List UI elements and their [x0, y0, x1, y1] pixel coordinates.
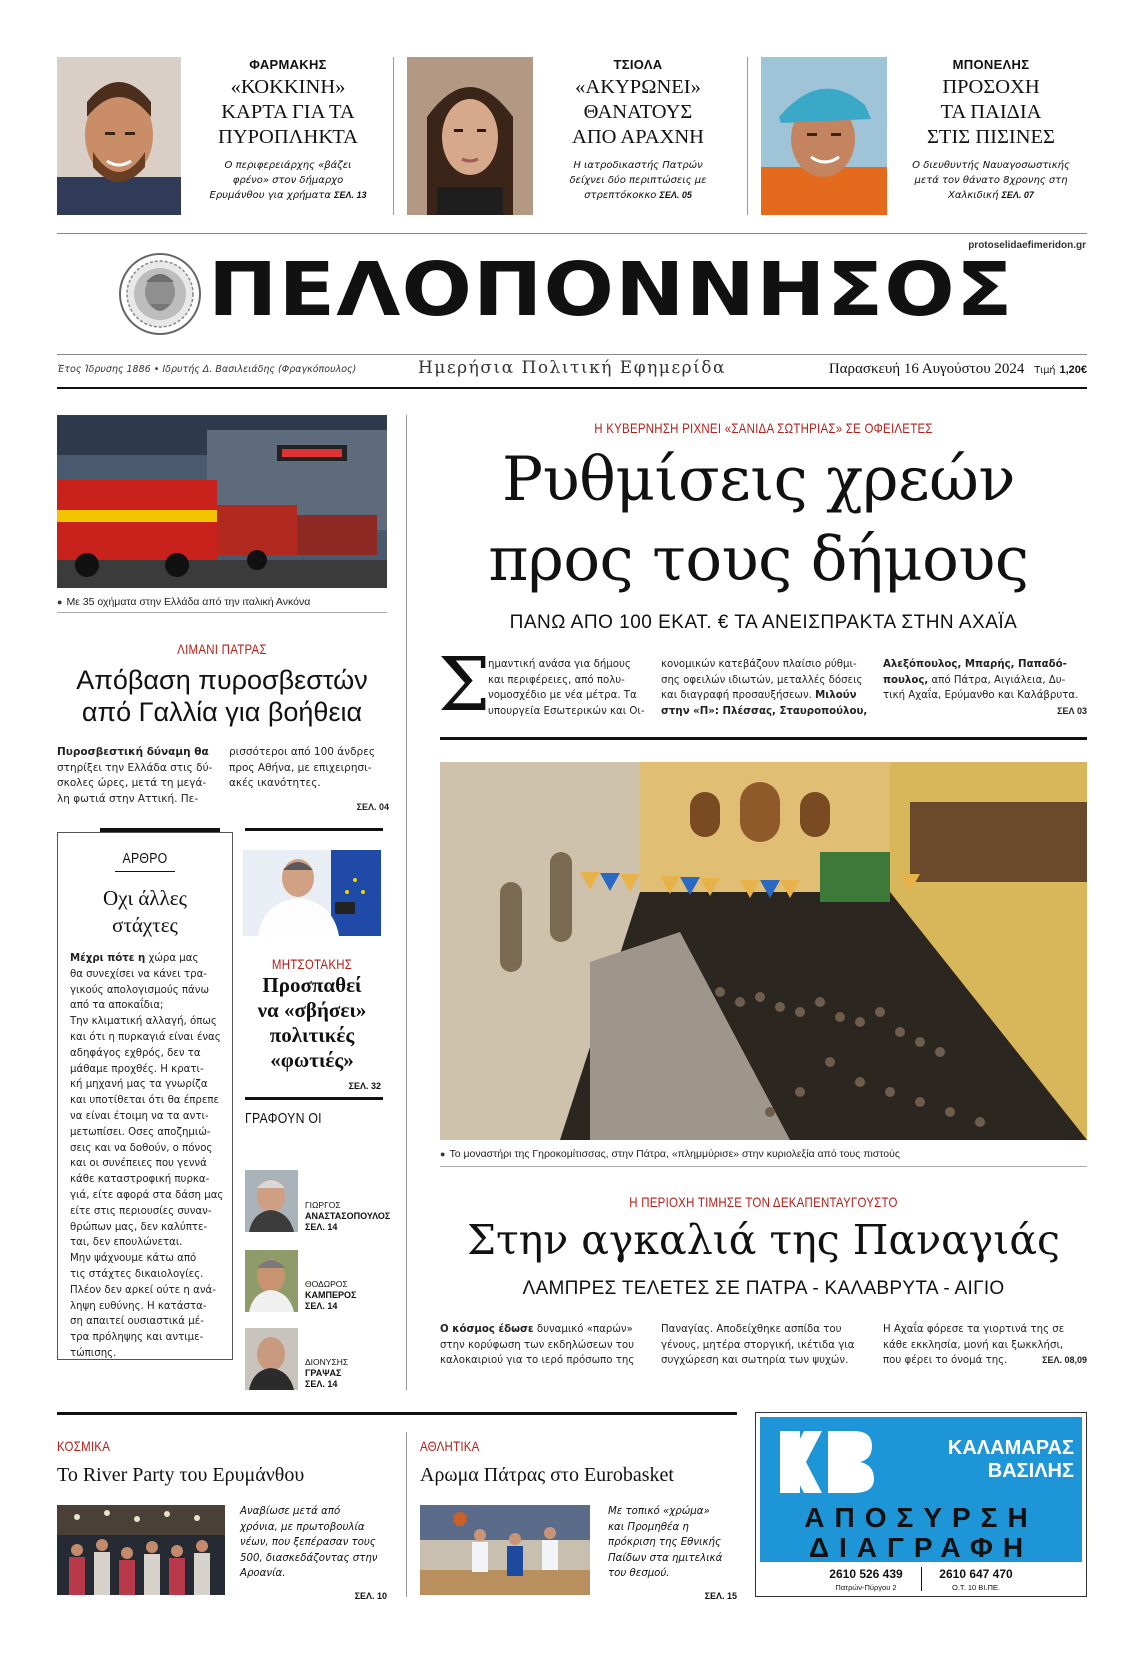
writer-anastasopoulos[interactable]: [305, 1200, 390, 1233]
body-line: υπουργεία Εσωτερικών και Οι-: [488, 705, 645, 717]
teaser-title-line: ΠΡΟΣΟΧΗ: [942, 76, 1040, 98]
body-line: να είναι έτοιμη να τα αντι-: [70, 1110, 209, 1122]
teaser-desc-line: στρεπτόκοκκο: [584, 190, 657, 201]
section-kicker: ΜΗΤΣΟΤΑΚΗΣ: [271, 956, 353, 972]
fire-trucks-caption: ● Με 35 οχήματα στην Ελλάδα από την ιταλική Ανκόνα: [57, 596, 310, 608]
page-ref: ΣΕΛ. 14: [305, 1222, 338, 1232]
teaser-title-line: ΣΤΙΣ ΠΙΣΙΝΕΣ: [927, 126, 1055, 148]
column-divider: [393, 57, 394, 215]
ad-phone: 2610 526 439: [829, 1567, 903, 1581]
teaser-title-line: ΑΠΟ ΑΡΑΧΝΗ: [572, 126, 704, 148]
ad-phone: 2610 647 470: [939, 1567, 1013, 1581]
lead-bold: Ο κόσμος έδωσε: [440, 1324, 534, 1335]
body-bold: πουλος,: [883, 674, 929, 686]
body-line: κονομικών κατεβάζουν πλαίσιο ρύθμι-: [661, 659, 857, 670]
ad-name-line: ΚΑΛΑΜΑΡΑΣ: [947, 1437, 1074, 1459]
body-line: και υποτίθεται ότι θα έπρεπε: [70, 1095, 220, 1107]
body-line: γένους, μητέρα στοργική, ικέτιδα για: [661, 1339, 855, 1351]
teaser-desc-line: δείχνει δύο περιπτώσεις με: [569, 175, 707, 186]
teaser-desc-line: Ο περιφερειάρχης «βάζει: [224, 160, 352, 171]
body-bold: Αλεξόπουλος, Μπαρής, Παπαδό-: [883, 659, 1067, 670]
page-ref: ΣΕΛ. 08,09: [1042, 1355, 1087, 1365]
teaser-title-line: «ΑΚΥΡΩΝΕΙ»: [575, 76, 701, 98]
body-line: ληψη ευθύνης. Η κατάστα-: [70, 1300, 207, 1312]
kicker-underline: [115, 871, 175, 872]
left-top-headline[interactable]: [57, 664, 387, 728]
body-line: στηρίξει την Ελλάδα στις δύ-: [57, 761, 213, 774]
watermark: protoselidaefimeridon.gr: [968, 240, 1086, 251]
body-line: προς Αθήνα, με επιχειρησι-: [229, 761, 372, 774]
founded-line: Έτος Ίδρυσης 1886 • Ιδρυτής Δ. Βασιλειάδης (Φραγκόπουλος): [57, 364, 357, 375]
writer-last: ΑΝΑΣΤΑΣΟΠΟΥΛΟΣ: [305, 1211, 391, 1221]
bottom-middle-title[interactable]: Αρωμα Πάτρας στο Eurobasket: [420, 1464, 674, 1486]
ad-address: Ο.Τ. 10 ΒΙ.ΠΕ.: [952, 1583, 1000, 1592]
writer-last: ΓΡΑΨΑΣ: [305, 1368, 342, 1378]
box-top-rule: [245, 828, 383, 831]
body-line: που φέρει το όνομά της.: [883, 1355, 1008, 1366]
body-line: τώπισης.: [70, 1347, 117, 1359]
box-top-rule: [245, 1097, 383, 1100]
monastery-photo: [440, 762, 1087, 1140]
body-line: αδηφάγος εχθρός, δεν τα: [70, 1047, 201, 1059]
body-line: Την κλιματική αλλαγή, όπως: [70, 1016, 217, 1028]
headline-line: «φωτιές»: [270, 1048, 354, 1072]
body-line: μάθαμε προχθές. Η κρατι-: [70, 1063, 204, 1075]
ad-contact-2: [926, 1567, 1026, 1595]
monastery-caption: ● Το μοναστήρι της Γηροκομίτισσας, στην Πάτρα, «πλημμύρισε» στην κυριολεξία από τους πιστούς: [440, 1148, 900, 1160]
body-line: νομοσχέδιο με νέα μέτρα. Τα: [488, 690, 637, 701]
divider: [57, 387, 1087, 389]
body-line: ρισσότεροι από 100 άνδρες: [229, 746, 376, 758]
page-ref: ΣΕΛ. 10: [354, 1591, 387, 1601]
page-ref: ΣΕΛ. 13: [334, 190, 367, 200]
writer-photo-anastasopoulos: [245, 1170, 298, 1232]
bottom-middle-body: [608, 1504, 738, 1582]
ad-service-line: ΑΠΟΣΥΡΣΗ: [804, 1502, 1038, 1533]
body-line: σης οφειλών ιδιωτών, μεταλλές δόσεις: [661, 674, 863, 686]
writer-first: ΔΙΟΝΥΣΗΣ: [305, 1357, 349, 1367]
body-line: λη φωτιά στην Αττική. Πε-: [57, 792, 199, 805]
teaser-desc-line: Ερυμάνθου για χρήματα: [209, 190, 331, 201]
dropcap: Σ: [438, 642, 491, 728]
bottom-left-kicker: ΚΟΣΜΙΚΑ: [57, 1438, 111, 1454]
bottom-left-body: [240, 1504, 390, 1582]
teaser-title-line: ΚΑΡΤΑ ΓΙΑ ΤΑ: [221, 101, 355, 123]
body-line: Αροανία.: [240, 1568, 286, 1579]
body-line: 500, διασκεδάζοντας στην: [240, 1552, 378, 1564]
writer-last: ΚΑΜΠΕΡΟΣ: [305, 1290, 357, 1300]
divider: [57, 1412, 737, 1415]
main-subheadline: ΠΑΝΩ ΑΠΟ 100 ΕΚΑΤ. € ΤΑ ΑΝΕΙΣΠΡΑΚΤΑ ΣΤΗΝ ΑΧΑΪΑ: [509, 612, 1018, 633]
body-line: τις στάχτες δικαιολογίες.: [70, 1268, 204, 1280]
column-divider: [406, 1432, 407, 1597]
body-line: καλοκαιριού για το ιερό πρόσωπο της: [440, 1355, 635, 1366]
second-col3: [883, 1322, 1087, 1369]
teaser-kicker: ΜΠΟΝΕΛΗΣ: [952, 57, 1030, 72]
body-line: Πλέον δεν αρκεί ούτε η ανά-: [70, 1284, 216, 1296]
writers-kicker: ΓΡΑΦΟΥΝ ΟΙ: [245, 1110, 322, 1127]
body-line: ακές ικανότητες.: [229, 777, 321, 789]
main-kicker: Η ΚΥΒΕΡΝΗΣΗ ΡΙΧΝΕΙ «ΣΑΝΙΔΑ ΣΩΤΗΡΙΑΣ» ΣΕ ΟΦΕΙΛΕΤΕΣ: [594, 420, 933, 436]
body-line: Η Αχαΐα φόρεσε τα γιορτινά της σε: [883, 1324, 1065, 1335]
kalamaras-ad[interactable]: [755, 1412, 1087, 1597]
kb-logo-icon: [776, 1427, 876, 1497]
eurobasket-photo: [420, 1505, 590, 1595]
second-col2: [661, 1322, 869, 1369]
teaser-title-line: ΠΥΡΟΠΛΗΚΤΑ: [218, 126, 358, 148]
body-line: ται, δεν επουλώνεται.: [70, 1237, 183, 1249]
body-line: κάθε εκκλησία, μονή και ξωκκλήσι,: [883, 1339, 1064, 1351]
body-line: Παναγίας. Αποδείχθηκε ασπίδα του: [661, 1324, 842, 1335]
main-col2: [661, 657, 869, 719]
page-ref: ΣΕΛ. 04: [356, 801, 389, 812]
price-label: Τιμή: [1034, 365, 1056, 376]
body-line: και διαγραφή προσαυξήσεων.: [661, 690, 812, 701]
body-line: χρόνια, με πρωτοβουλία: [240, 1521, 365, 1533]
tagline: Ημερήσια Πολιτική Εφημερίδα: [417, 358, 727, 378]
body-line: πρόκριση της Εθνικής: [608, 1537, 721, 1548]
body-line: τική Αχαΐα, Ερύμανθο και Καλάβρυτα.: [883, 690, 1079, 701]
teaser-title-line: ΤΑ ΠΑΙΔΙΑ: [940, 101, 1042, 123]
body-line: Αναβίωσε μετά από: [240, 1506, 341, 1517]
body-line: είτε στις περιουσίες συναν-: [70, 1205, 212, 1217]
title-line: Οχι άλλες: [103, 886, 187, 910]
teaser-desc-line: φρένο» στον δήμαρχο: [232, 175, 344, 186]
teaser-farmakis[interactable]: [196, 57, 380, 203]
second-headline[interactable]: Στην αγκαλιά της Παναγιάς: [467, 1216, 1060, 1264]
article-kicker: ΑΡΘΡΟ: [122, 850, 168, 867]
writer-photo-grapsas: [245, 1328, 298, 1390]
headline-line: Ρυθμίσεις χρεών: [502, 444, 1015, 515]
body-line: Παίδων στα ημιτελικά: [608, 1552, 723, 1564]
left-top-col2: [229, 745, 389, 815]
body-line: νέων, που ξεπέρασαν τους: [240, 1537, 376, 1548]
body-line: ση απαιτεί ουσιαστικά μέ-: [70, 1316, 204, 1328]
body-line: κή μηχανή μας τα γνωρίζα: [70, 1079, 208, 1091]
body-line: Με τοπικό «χρώμα»: [608, 1506, 710, 1517]
body-line: συγχώρεση και σωτηρία των ψυχών.: [661, 1355, 849, 1366]
page-ref: ΣΕΛ. 05: [659, 190, 692, 200]
body-line: και οι συνέπειες που γεννά: [70, 1158, 207, 1170]
teaser-title-line: ΘΑΝΑΤΟΥΣ: [583, 101, 693, 123]
bottom-middle-kicker: ΑΘΛΗΤΙΚΑ: [420, 1438, 480, 1454]
body-line: τρα πρόληψης και αντιμε-: [70, 1332, 204, 1344]
article-title[interactable]: [57, 885, 233, 939]
divider: [57, 612, 387, 613]
page-ref: ΣΕΛ. 14: [305, 1301, 338, 1311]
main-col3: [883, 657, 1087, 719]
body-line: κάθε καταστροφική πυρκα-: [70, 1174, 210, 1186]
lead-bold: Μέχρι πότε η: [70, 953, 146, 964]
left-top-col1: [57, 745, 215, 807]
writer-photo-kamperos: [245, 1250, 298, 1312]
second-col1: [440, 1322, 644, 1369]
section-kicker: ΛΙΜΑΝΙ ΠΑΤΡΑΣ: [177, 641, 267, 657]
page-ref: ΣΕΛ 03: [1057, 705, 1087, 716]
page-ref: ΣΕΛ. 32: [348, 1081, 381, 1091]
headline-line: Προσπαθεί: [262, 973, 362, 997]
ad-name-line: ΒΑΣΙΛΗΣ: [987, 1460, 1074, 1482]
headline-line: προς τους δήμους: [488, 524, 1029, 595]
divider: [57, 233, 1087, 234]
writer-first: ΓΙΩΡΓΟΣ: [305, 1200, 341, 1210]
ad-name: [884, 1437, 1074, 1483]
ad-services: [760, 1503, 1082, 1563]
lead-bold: Πυροσβεστική δύναμη θα: [57, 746, 209, 758]
body-line: από Πάτρα, Αιγιάλεια, Δυ-: [928, 674, 1066, 686]
body-line: στην κορύφωση των εκδηλώσεων του: [440, 1339, 635, 1351]
body-line: θα συνεχίσει να κάνει τρα-: [70, 968, 207, 980]
page-ref: ΣΕΛ. 15: [704, 1591, 737, 1601]
headline-line: πολιτικές: [269, 1023, 355, 1047]
ad-service-line: ΔΙΑΓΡΑΦΗ: [808, 1532, 1034, 1563]
teaser-desc-line: Ο διευθυντής Ναυαγοσωστικής: [912, 160, 1070, 171]
body-line: σκολες ώρες, μετά τη μεγά-: [57, 777, 207, 789]
body-line: από τα αποκαΐδια;: [70, 1000, 164, 1012]
writer-kamperos[interactable]: [305, 1279, 356, 1312]
date-price: [760, 360, 1087, 378]
column-divider: [406, 415, 407, 1390]
teaser-kicker: ΤΣΙΟΛΑ: [613, 57, 663, 72]
headline-line: να «σβήσει»: [257, 998, 367, 1022]
headline-line: από Γαλλία για βοήθεια: [81, 697, 363, 727]
title-line: στάχτες: [112, 913, 178, 937]
column-divider: [747, 57, 748, 215]
writer-grapsas[interactable]: [305, 1357, 348, 1390]
body-line: σεις και να δοθούν, ο πόνος: [70, 1142, 213, 1154]
body-line: του θεσμού.: [608, 1568, 670, 1579]
issue-date: Παρασκευή 16 Αυγούστου 2024: [828, 361, 1025, 377]
price: 1,20€: [1059, 364, 1087, 376]
divider: [57, 354, 1087, 355]
body-line: χώρα μας: [145, 953, 199, 964]
body-line: και περιφέρειες, από πολυ-: [488, 674, 625, 686]
body-line: δυναμικό «παρών»: [533, 1324, 633, 1335]
teaser-bonelis[interactable]: [893, 57, 1089, 203]
divider: [440, 737, 1087, 740]
page-ref: ΣΕΛ. 07: [1001, 190, 1034, 200]
mitsotakis-photo: [243, 850, 381, 936]
writer-first: ΘΟΔΩΡΟΣ: [305, 1279, 348, 1289]
teaser-kicker: ΦΑΡΜΑΚΗΣ: [249, 57, 327, 72]
ad-contact-1: [816, 1567, 916, 1595]
ad-divider: [921, 1567, 922, 1591]
page-ref: ΣΕΛ. 14: [305, 1379, 338, 1389]
body-bold: Μιλούν: [815, 690, 857, 701]
teaser-desc-line: Η ιατροδικαστής Πατρών: [573, 160, 703, 171]
second-kicker: Η ΠΕΡΙΟΧΗ ΤΙΜΗΣΕ ΤΟΝ ΔΕΚΑΠΕΝΤΑΥΓΟΥΣΤΟ: [629, 1194, 898, 1210]
headline-line: Απόβαση πυροσβεστών: [76, 665, 368, 695]
body-line: γιά, είτε αφορά στα δάση μας: [70, 1189, 224, 1201]
body-line: μετωπίσει. Οσες αποζημιώ-: [70, 1126, 211, 1138]
body-line: γικούς απολογισμούς πάνω: [70, 984, 209, 996]
bonelis-photo: [761, 57, 887, 215]
mitsotakis-headline[interactable]: [243, 973, 381, 1073]
seal-logo: [118, 252, 202, 336]
tsiola-photo: [407, 57, 533, 215]
teaser-tsiola[interactable]: [540, 57, 736, 203]
body-line: και Προμηθέα η: [608, 1521, 689, 1533]
bottom-left-title[interactable]: Το River Party του Ερυμάνθου: [57, 1464, 305, 1486]
second-subheadline: ΛΑΜΠΡΕΣ ΤΕΛΕΤΕΣ ΣΕ ΠΑΤΡΑ - ΚΑΛΑΒΡΥΤΑ - ΑΙΓΙΟ: [522, 1278, 1005, 1299]
main-headline[interactable]: [430, 440, 1087, 600]
ad-address: Πατρών-Πύργου 2: [835, 1583, 897, 1592]
article-body: [70, 951, 228, 1362]
farmakis-photo: [57, 57, 181, 215]
river-party-photo: [57, 1505, 225, 1595]
main-col1: [488, 657, 646, 719]
fire-trucks-photo: [57, 415, 387, 588]
body-line: και ότι η πυρκαγιά είναι ένας: [70, 1031, 221, 1043]
body-line: Μην ψάχνουμε κάτω από: [70, 1253, 197, 1265]
body-line: ημαντική ανάσα για δήμους: [488, 659, 631, 670]
body-bold: στην «Π»: Πλέσσας, Σταυροπούλου,: [661, 705, 868, 717]
body-line: θρώπων μας, δεν καλύπτε-: [70, 1221, 208, 1233]
teaser-desc-line: μετά τον θάνατο 8χρονης στη: [914, 175, 1068, 186]
divider: [440, 1166, 1087, 1167]
teaser-desc-line: Χαλκιδική: [948, 190, 999, 201]
masthead-title: ΠΕΛΟΠΟΝΝΗΣΟΣ: [208, 247, 1014, 333]
teaser-title-line: «ΚΟΚΚΙΝΗ»: [230, 76, 346, 98]
